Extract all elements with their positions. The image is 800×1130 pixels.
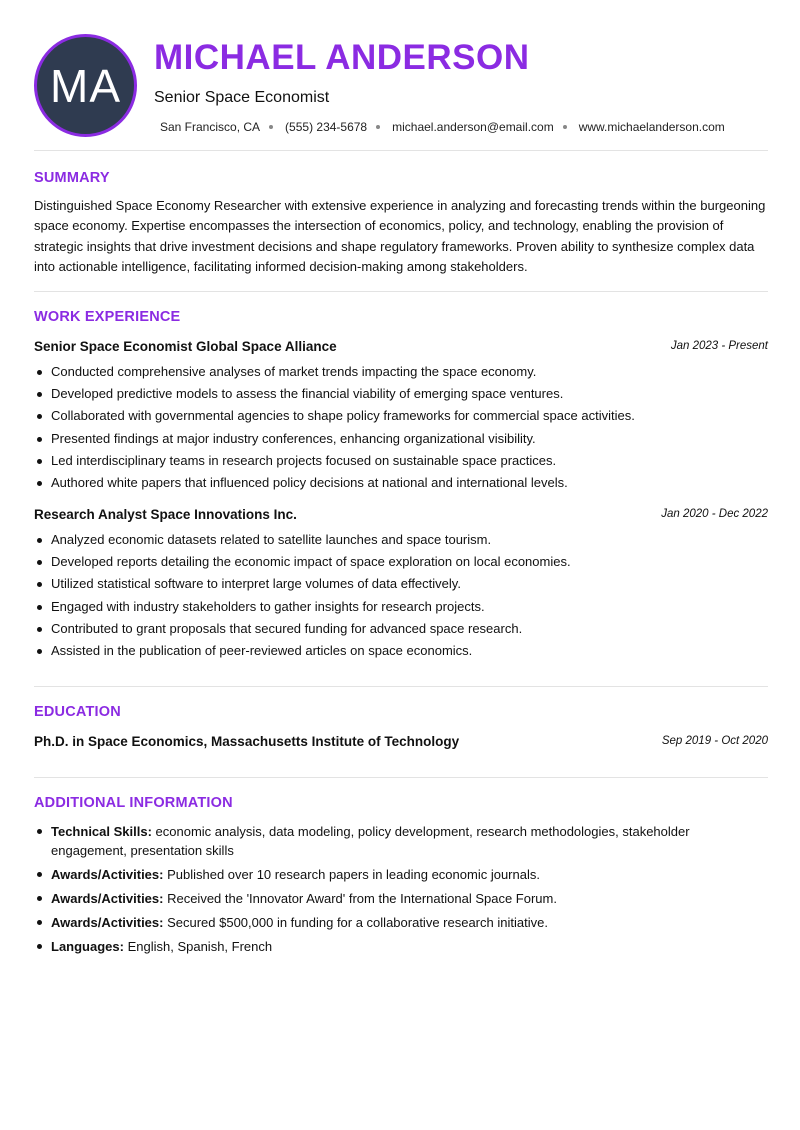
separator-dot-icon xyxy=(376,125,380,129)
list-item: Conducted comprehensive analyses of market trends impacting the space economy. xyxy=(34,363,768,385)
separator-dot-icon xyxy=(269,125,273,129)
list-item xyxy=(34,913,768,932)
item-label: Technical Skills: xyxy=(51,824,152,839)
list-item: Contributed to grant proposals that secured funding for advanced space research. xyxy=(34,620,768,642)
candidate-name: MICHAEL ANDERSON xyxy=(154,38,530,77)
list-item: Presented findings at major industry conferences, enhancing organizational visibility. xyxy=(34,430,768,452)
job-bullets xyxy=(34,531,768,664)
separator-dot-icon xyxy=(563,125,567,129)
item-text: Secured $500,000 in funding for a collaborative research initiative. xyxy=(163,915,548,930)
contact-location: San Francisco, CA xyxy=(160,120,261,134)
divider xyxy=(34,686,768,687)
item-label: Awards/Activities: xyxy=(51,891,164,906)
item-label: Awards/Activities: xyxy=(51,915,164,930)
job-role: Senior Space Economist Global Space Alliance xyxy=(34,339,337,354)
additional-list xyxy=(34,822,768,961)
list-item xyxy=(34,937,768,956)
experience-heading: WORK EXPERIENCE xyxy=(34,309,181,325)
additional-heading: ADDITIONAL INFORMATION xyxy=(34,795,233,811)
job-header xyxy=(34,338,768,356)
list-item: Led interdisciplinary teams in research projects focused on sustainable space practices. xyxy=(34,452,768,474)
item-text: economic analysis, data modeling, policy development, research methodologies, stakeholder engagement, presentation skills xyxy=(51,824,690,858)
list-item: Engaged with industry stakeholders to gather insights for research projects. xyxy=(34,598,768,620)
list-item: Collaborated with governmental agencies to shape policy frameworks for commercial space activities. xyxy=(34,407,768,429)
divider xyxy=(34,291,768,292)
contact-phone: (555) 234-5678 xyxy=(285,120,368,134)
list-item: Assisted in the publication of peer-reviewed articles on space economics. xyxy=(34,642,768,664)
job-bullets xyxy=(34,363,768,496)
job-date: Jan 2023 - Present xyxy=(670,340,768,352)
avatar-initials: MA xyxy=(50,59,121,112)
job-role: Research Analyst Space Innovations Inc. xyxy=(34,507,297,522)
education-heading: EDUCATION xyxy=(34,704,121,720)
divider xyxy=(34,777,768,778)
education-date: Sep 2019 - Oct 2020 xyxy=(661,735,768,747)
list-item xyxy=(34,865,768,884)
job-date: Jan 2020 - Dec 2022 xyxy=(661,508,768,520)
summary-heading: SUMMARY xyxy=(34,170,110,186)
avatar xyxy=(34,34,137,137)
education-degree: Ph.D. in Space Economics, Massachusetts Institute of Technology xyxy=(34,734,460,749)
item-label: Awards/Activities: xyxy=(51,867,164,882)
list-item: Analyzed economic datasets related to satellite launches and space tourism. xyxy=(34,531,768,553)
contact-website[interactable]: www.michaelanderson.com xyxy=(578,120,725,134)
education-entry xyxy=(34,733,768,751)
item-text: Received the 'Innovator Award' from the International Space Forum. xyxy=(163,891,557,906)
job-title: Senior Space Economist xyxy=(154,89,330,106)
item-label: Languages: xyxy=(51,939,124,954)
list-item xyxy=(34,822,768,860)
list-item: Utilized statistical software to interpret large volumes of data effectively. xyxy=(34,575,768,597)
summary-text: Distinguished Space Economy Researcher with extensive experience in analyzing and forecasting trends within the burgeoning space economy. Expertise encompasses the intersection of economics, policy, and technology, enabling the provision of strategic insights that drive investment decisions and shape regulatory frameworks. Proven ability to synthesize complex data into actionable intelligence, facilitating informed decision-making among stakeholders. xyxy=(34,198,766,274)
item-text: Published over 10 research papers in leading economic journals. xyxy=(163,867,540,882)
list-item: Developed reports detailing the economic impact of space exploration on local economies. xyxy=(34,553,768,575)
contact-line xyxy=(160,120,725,134)
list-item xyxy=(34,889,768,908)
contact-email[interactable]: michael.anderson@email.com xyxy=(392,120,554,134)
job-header xyxy=(34,506,768,524)
item-text: English, Spanish, French xyxy=(123,939,273,954)
list-item: Developed predictive models to assess the financial viability of emerging space ventures. xyxy=(34,385,768,407)
list-item: Authored white papers that influenced policy decisions at national and international levels. xyxy=(34,474,768,496)
divider xyxy=(34,150,768,151)
resume-header xyxy=(34,34,768,144)
